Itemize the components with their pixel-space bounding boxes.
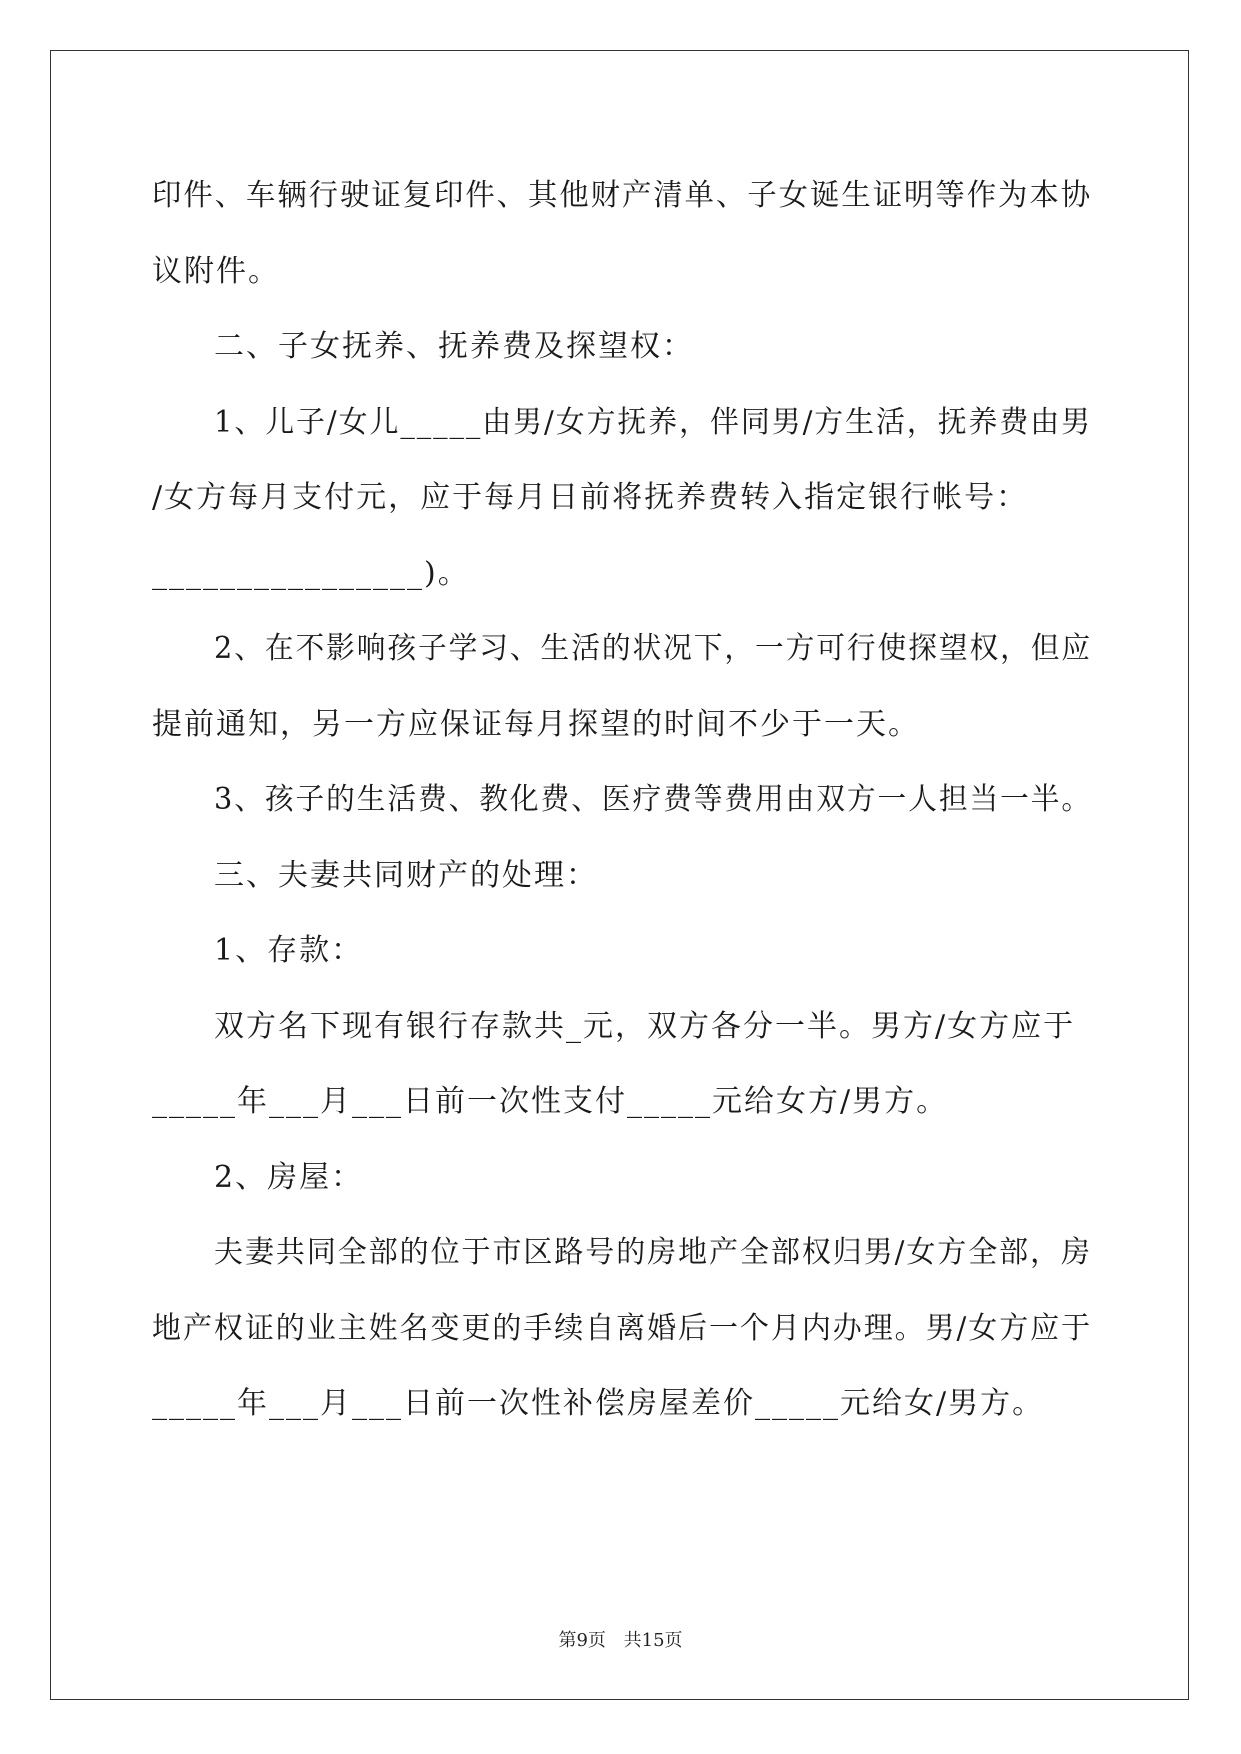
text-line: _____年___月___日前一次性补偿房屋差价_____元给女/男方。: [152, 1386, 1045, 1421]
text-line: 1、儿子/女儿_____由男/女方抚养，伴同男/方生活，抚养费由男: [214, 404, 1093, 440]
text-line: 提前通知，另一方应保证每月探望的时间不少于一天。: [152, 706, 920, 742]
page-number: 第9页: [558, 1630, 606, 1651]
text-line: 3、孩子的生活费、教化费、医疗费等费用由双方一人担当一半。: [214, 782, 1093, 817]
section-heading: 三、夫妻共同财产的处理：: [214, 857, 598, 893]
text-line: 夫妻共同全部的位于市区路号的房地产全部权归男/女方全部，房: [214, 1235, 1092, 1270]
text-line: 地产权证的业主姓名变更的手续自离婚后一个月内办理。男/女方应于: [152, 1310, 1093, 1346]
document-body: [152, 158, 1092, 1442]
subsection-heading: 1、存款：: [214, 933, 364, 968]
subsection-heading: 2、房屋：: [214, 1159, 364, 1195]
page-total: 共15页: [623, 1630, 683, 1651]
page-footer: [0, 1626, 1241, 1652]
text-line: 2、在不影响孩子学习、生活的状况下，一方可行使探望权，但应: [214, 631, 1093, 666]
text-line: 双方名下现有银行存款共_元，双方各分一半。男方/女方应于: [214, 1008, 1076, 1044]
text-line: /女方每月支付元，应于每月日前将抚养费转入指定银行帐号：: [152, 480, 1029, 515]
text-line: ________________)。: [152, 555, 470, 591]
text-line: 印件、车辆行驶证复印件、其他财产清单、子女诞生证明等作为本协: [152, 178, 1093, 213]
text-line: 议附件。: [152, 253, 280, 289]
text-line: _____年___月___日前一次性支付_____元给女方/男方。: [152, 1084, 949, 1119]
section-heading: 二、子女抚养、抚养费及探望权：: [214, 329, 694, 364]
